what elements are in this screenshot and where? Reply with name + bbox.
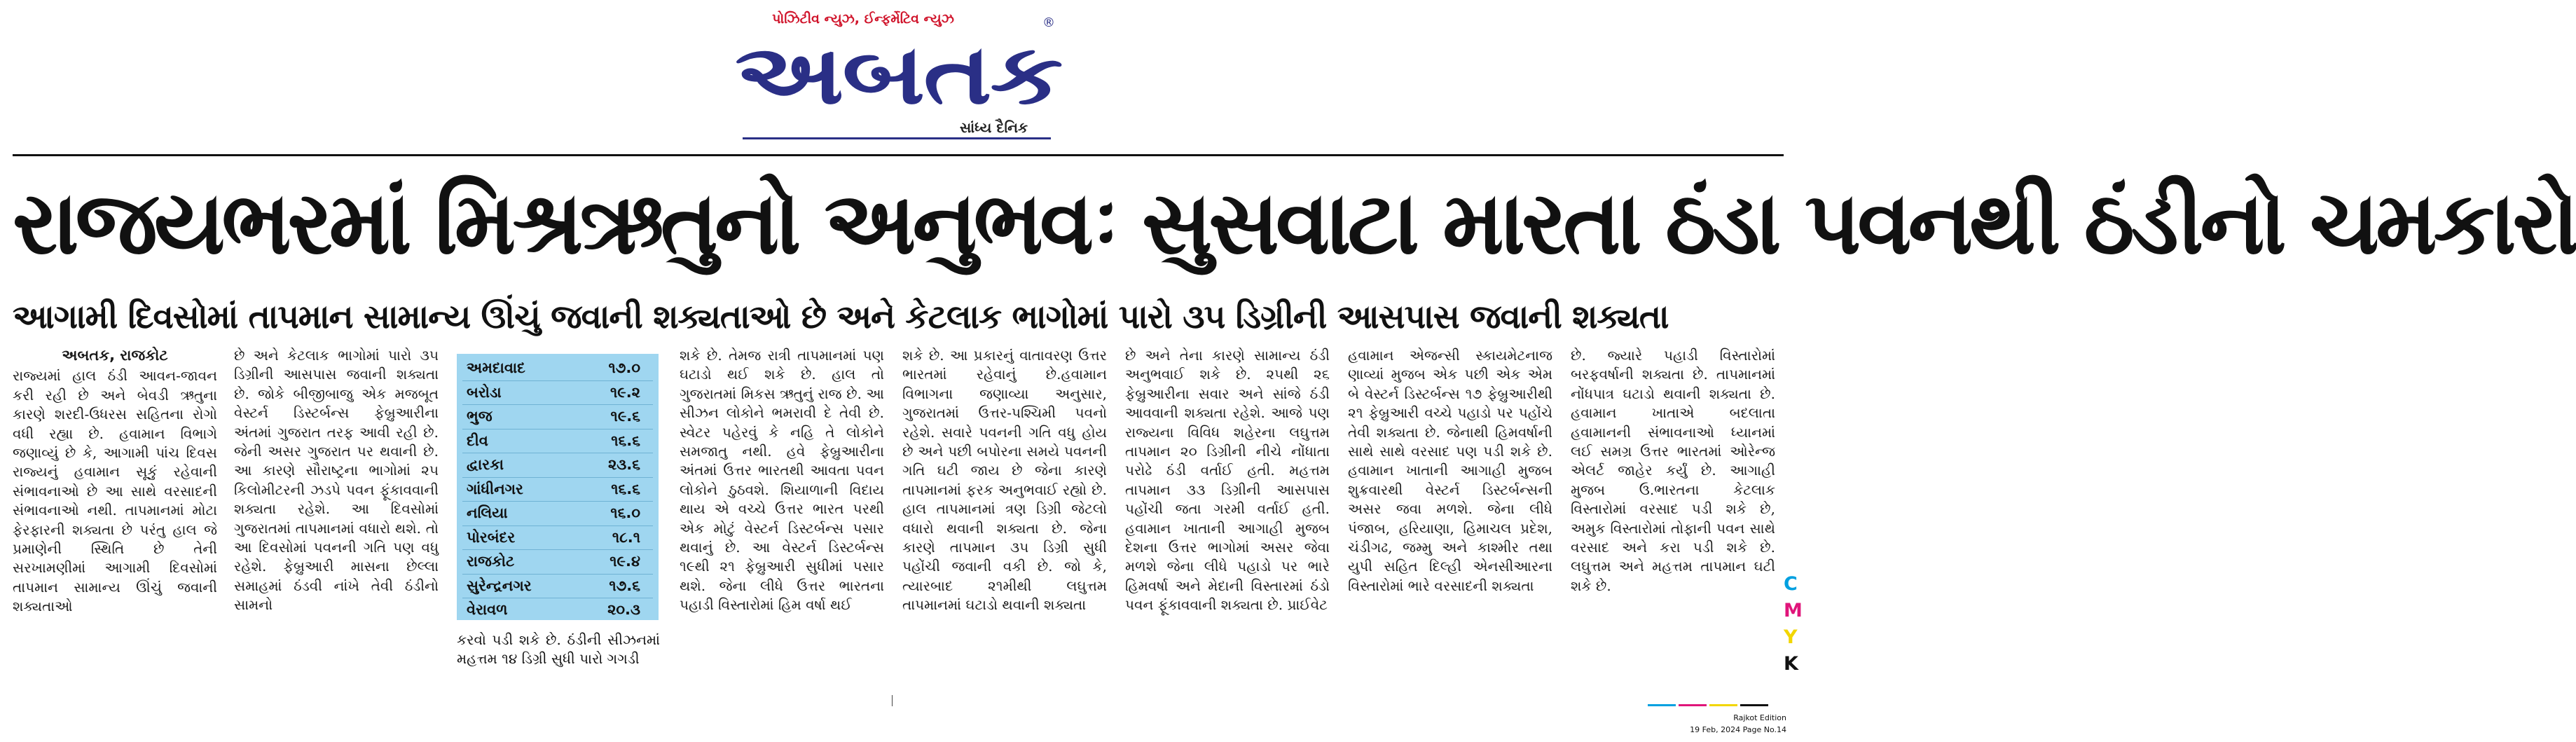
city-name: રાજકોટ [467, 553, 515, 570]
column-text: છે અને કેટલાક ભાગોમાં પારો ૩૫ ડિગ્રીની આસપાસ જવાની શક્યતા છે. જોકે બીજીબાજુ એક મજબૂત વેસ્ટર્ન ડિસ્ટર્બન્સ ફેબ્રુઆરીના અંતમાં ગુજરાત તરફ આવી રહી છે. જેની અસર ગુજરાત પર થવાની છે. આ કારણે સૌરાષ્ટ્રના ભાગોમાં ૨૫ કિલોમીટરની ઝડપે પવન ફૂંકાવવાની શક્યતા રહેશે. આ દિવસોમાં ગુજરાતમાં તાપમાનમાં વધારો થશે. તો આ દિવસોમાં પવનની ગતિ પણ વધુ રહેશે. ફેબ્રુઆરી માસના છેલ્લા સમાહમાં ઠંડવી નાંખે તેવી ઠંડીનો સામનો [234, 347, 439, 614]
city-name: ભુજ [467, 408, 493, 425]
column-text: રાજ્યમાં હાલ ઠંડી આવન-જાવન કરી રહી છે અને બેવડી ઋતુના કારણે શરદી-ઉધરસ સહિતના રોગો વધી રહ્યા છે. હવામાન વિભાગે જણાવ્યું છે કે, આગામી પાંચ દિવસ રાજ્યનું હવામાન સૂકું રહેવાની સંભાવનાઓ છે આ સાથે વરસાદની સંભાવનાઓ નથી. તાપમાનમાં મોટા ફેરફારની શક્યતા છે પરંતુ હાલ જે પ્રમાણેની સ્થિતિ છે તેની સરખામણીમાં આગામી દિવસોમાં તાપમાન સામાન્ય ઊંચું જવાની શક્યતાઓ [13, 367, 217, 615]
color-bar-magenta [1679, 704, 1707, 706]
city-name: ગાંધીનગર [467, 480, 523, 497]
masthead [0, 0, 1796, 147]
temperature-row [462, 430, 653, 454]
temperature-value: ૧૬.૬ [611, 480, 640, 497]
masthead-rule [13, 154, 1784, 156]
article-column-6 [1125, 346, 1330, 689]
article-column-1 [13, 346, 217, 689]
column-text: શકે છે. આ પ્રકારનું વાતાવરણ ઉત્તર ભારતમાં રહેવાનું છે.હવામાન વિભાગના જણાવ્યા અનુસાર, ગુજરાતમાં ઉત્તર-પશ્ચિમી પવનો રહેશે. સવારે પવનની ગતિ વધુ હોય છે અને પછી બપોરના સમયે પવનની ગતિ ઘટી જાય છે જેના કારણે તાપમાનમાં ફરક અનુભવાઈ રહ્યો છે. હાલ તાપમાનમાં ત્રણ ડિગ્રી જેટલો વધારો થવાની શક્યતા છે. જેના કારણે તાપમાન ૩૫ ડિગ્રી સુધી પહોંચી જવાની વકી છે. જો કે, ત્યારબાદ ૨૧મીથી લઘુત્તમ તાપમાનમાં ઘટાડો થવાની શક્યતા [902, 347, 1107, 614]
temperature-row [462, 575, 653, 599]
temperature-row [462, 478, 653, 502]
article-column-5 [902, 346, 1107, 689]
city-name: સુરેન્દ્રનગર [467, 577, 532, 594]
cmyk-letter: M [1784, 600, 1803, 621]
masthead-tagline: પોઝિટીવ ન્યુઝ, ઈન્ફર્મેટિવ ન્યુઝ [772, 11, 954, 27]
temperature-value: ૧૬.૬ [611, 432, 640, 449]
temperature-value: ૧૬.૦ [610, 504, 640, 522]
cmyk-letter: Y [1784, 626, 1798, 648]
temperature-value: ૧૭.૦ [608, 359, 640, 377]
city-name: દીવ [467, 432, 488, 449]
temperature-value: ૧૮.૧ [612, 528, 640, 546]
column-text: છે અને તેના કારણે સામાન્ય ઠંડી અનુભવાઈ શકે છે. ૨૫થી ૨૬ ફેબ્રુઆરીના સવાર અને સાંજે ઠંડી આવવાની શક્યતા રહેશે. આજે પણ રાજ્યના વિવિધ શહેરના લઘુત્તમ તાપમાન ૨૦ ડિગ્રીની નીચે નોંધાતા પરોઢે ઠંડી વર્તાઈ હતી. મહત્તમ તાપમાન ૩૩ ડિગ્રીની આસપાસ પહોંચી જતા ગરમી વર્તાઈ હતી. હવામાન ખાતાની આગાહી મુજબ દેશના ઉત્તર ભાગોમાં અસર જેવા મળશે જેના લીધે પહાડો પર ભારે હિમવર્ષા અને મેદાની વિસ્તારમાં ઠંડો પવન ફૂંકાવવાની શક્યતા છે. પ્રાઈવેટ [1125, 347, 1330, 614]
article-column-4 [680, 346, 884, 689]
temperature-value: ૧૭.૬ [609, 577, 640, 594]
temperature-table [457, 354, 659, 620]
column-text: છે. જ્યારે પહાડી વિસ્તારોમાં બરફવર્ષાની શક્યતા છે. તાપમાનમાં નોંધપાત્ર ઘટાડો થવાની શક્યતા છે. હવામાન ખાતાએ બદલાતા હવામાનની સંભાવનાઓ ધ્યાનમાં લઈ સમગ્ર ઉત્તર ભારતમાં ઓરેન્જ એલર્ટ જાહેર કર્યું છે. આગાહી મુજબ ઉ.ભારતના કેટલાક વિસ્તારોમાં વરસાદ પડી શકે છે, અમુક વિસ્તારોમાં તોફાની પવન સાથે વરસાદ અને કરા પડી શકે છે. લઘુત્તમ અને મહત્તમ તાપમાન ઘટી શકે છે. [1571, 347, 1775, 594]
city-name: બરોડા [467, 383, 502, 401]
edition-name: Rajkot Edition [1733, 713, 1786, 722]
temperature-value: ૧૯.૪ [609, 553, 640, 570]
city-name: દ્વારકા [467, 456, 504, 474]
cmyk-letter: K [1784, 653, 1798, 675]
temperature-rows [462, 357, 653, 622]
registered-mark: ® [1042, 15, 1055, 30]
temperature-value: ૨૦.૩ [607, 601, 640, 619]
temperature-row [462, 381, 653, 406]
color-bar-black [1740, 704, 1768, 706]
column-text: હવામાન એજન્સી સ્કાયમેટનાજ ણાવ્યાં મુજબ એક પછી એક એમ બે વેસ્ટર્ન ડિસ્ટર્બન્સ ૧૭ ફેબ્રુઆરીથી ૨૧ ફેબ્રુઆરી વચ્ચે પહાડો પર પહોંચે તેવી શક્યતા છે. જેનાથી હિમવર્ષાની સાથે સાથે વરસાદ પણ પડી શકે છે. હવામાન ખાતાની આગાહી મુજબ શુક્રવારથી વેસ્ટર્ન ડિસ્ટર્બન્સની અસર જવા મળશે. જેના લીધે પંજાબ, હરિયાણા, હિમાચલ પ્રદેશ, ચંડીગઢ, જમ્મુ અને કાશ્મીર તથા યુપી સહિત દિલ્હી એનસીઆરના વિસ્તારોમાં ભારે વરસાદની શક્યતા [1348, 347, 1552, 594]
newspaper-logo: અબતક [734, 26, 1061, 123]
temperature-row [462, 453, 653, 478]
sub-headline: આગામી દિવસોમાં તાપમાન સામાન્ય ઊંચું જવાની શક્યતાઓ છે અને કેટલાક ભાગોમાં પારો ૩૫ ડિગ્રીની આસપાસ જવાની શક્યતા [13, 298, 1669, 336]
article-column-8 [1571, 346, 1775, 689]
cmyk-letter: C [1784, 573, 1798, 595]
temperature-value: ૧૯.૨ [609, 383, 640, 401]
temperature-row [462, 526, 653, 551]
article-column-2 [234, 346, 439, 689]
edition-info [1690, 712, 1786, 736]
logo-underline [743, 137, 1051, 139]
temperature-row [462, 598, 653, 622]
temperature-row [462, 502, 653, 526]
temperature-row [462, 357, 653, 381]
article-column-3-bottom: કરવો પડી શકે છે. ઠંડીની સીઝનમાં મહત્તમ ૧૪ ડિગ્રી સુધી પારો ગગડી [457, 631, 660, 668]
city-name: અમદાવાદ [467, 359, 525, 377]
byline: અબતક, રાજકોટ [62, 347, 168, 364]
temperature-value: ૧૯.૬ [610, 408, 640, 425]
city-name: પોરબંદર [467, 528, 516, 546]
color-bar-yellow [1709, 704, 1737, 706]
main-headline: રાજયભરમાં મિશ્રઋતુનો અનુભવઃ સુસવાટા મારતા ઠંડા પવનથી ઠંડીનો ચમકારો [13, 173, 2576, 274]
masthead-subtitle: સાંધ્ય દૈનિક [960, 119, 1028, 136]
article-column-7 [1348, 346, 1552, 689]
edition-date-page: 19 Feb, 2024 Page No.14 [1690, 725, 1786, 734]
center-fold-mark [892, 695, 893, 706]
temperature-row [462, 550, 653, 575]
temperature-value: ૨૩.૬ [607, 456, 640, 474]
city-name: વેરાવળ [467, 601, 508, 619]
city-name: નલિયા [467, 504, 508, 522]
column-text: શકે છે. તેમજ રાત્રી તાપમાનમાં પણ ઘટાડો થઈ શકે છે. હાલ તો ગુજરાતમાં મિકસ ઋતુનું રાજ છે. આ સીઝન લોકોને ભમરાવી દે તેવી છે. સ્વેટર પહેરવું કે નહિ તે લોકોને સમજાતુ નથી. હવે ફેબ્રુઆરીના અંતમાં ઉત્તર ભારતથી આવતા પવન લોકોને ઠુઠવશે. શિયાળાની વિદાય થાય એ વચ્ચે ઉત્તર ભારત પરથી એક મોટું વેસ્ટર્ન ડિસ્ટર્બન્સ પસાર થવાનું છે. આ વેસ્ટર્ન ડિસ્ટર્બન્સ ૧૯થી ૨૧ ફેબ્રુઆરી સુધીમાં પસાર થશે. જેના લીધે ઉત્તર ભારતના પહાડી વિસ્તારોમાં હિમ વર્ષા થઈ [680, 347, 884, 614]
temperature-row [462, 405, 653, 430]
color-bar-cyan [1648, 704, 1676, 706]
